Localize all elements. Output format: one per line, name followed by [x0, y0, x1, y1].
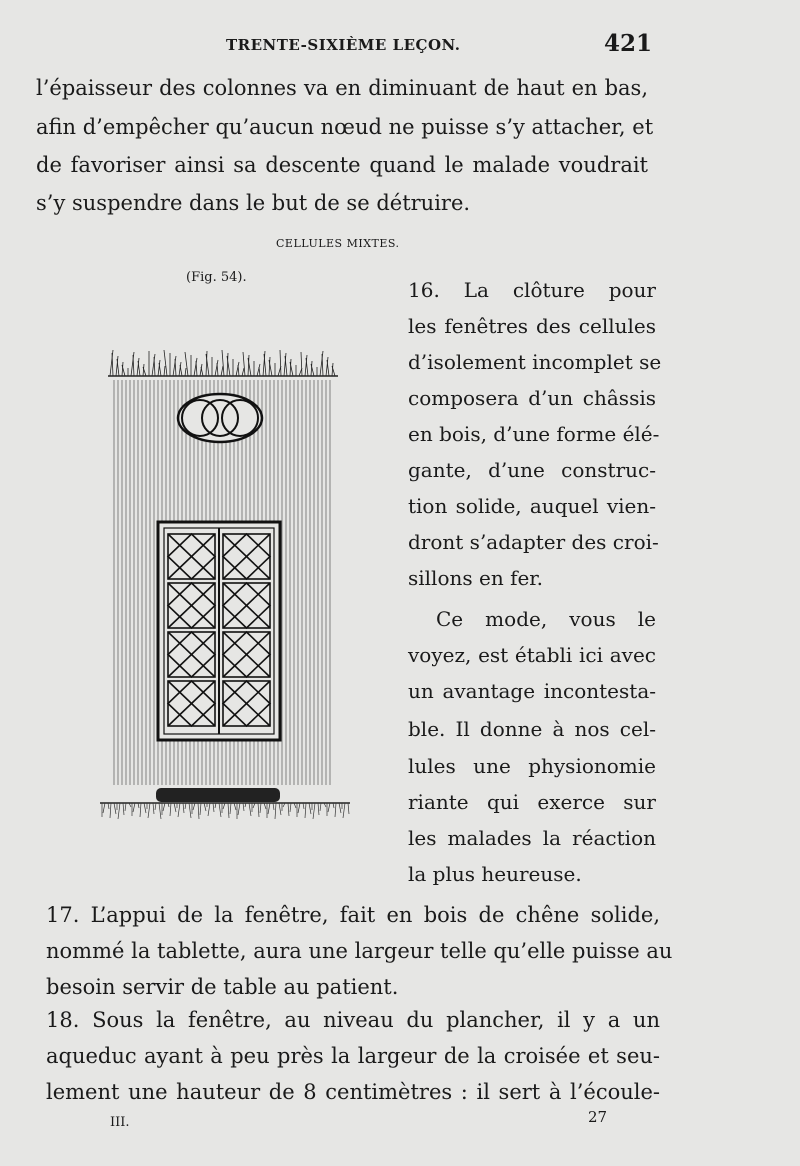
running-title: TRENTE-SIXIÈME LEÇON. [226, 36, 461, 54]
right-column-line: composera d’un châssis [408, 386, 656, 410]
right-column-line: tion solide, auquel vien- [408, 494, 656, 518]
right-column-line: lules une physionomie [408, 754, 656, 778]
right-column-line: un avantage incontesta- [408, 679, 656, 703]
paragraph-line: de favoriser ainsi sa descente quand le malade voudrait [36, 153, 648, 177]
paragraph-line: aqueduc ayant à peu près la largeur de la croisée et seu- [46, 1044, 660, 1068]
right-column-line: sillons en fer. [408, 566, 544, 590]
right-column-line: d’isolement incomplet se [408, 350, 662, 374]
right-column-line: en bois, d’une forme élé- [408, 422, 660, 446]
paragraph-line: s’y suspendre dans le but de se détruire. [36, 191, 471, 215]
paragraph-line: l’épaisseur des colonnes va en diminuant de haut en bas, [36, 76, 648, 100]
right-column-line: ble. Il donne à nos cel- [408, 717, 656, 741]
right-column-line: voyez, est établi ici avec [408, 643, 656, 667]
right-column-line: les fenêtres des cellules [408, 314, 656, 338]
right-column-line: riante qui exerce sur [408, 790, 656, 814]
right-column-line: la plus heureuse. [408, 862, 582, 886]
page-number: 421 [604, 30, 653, 57]
window-engraving-figure [90, 340, 360, 830]
figure-label: (Fig. 54). [186, 270, 247, 285]
paragraph-line: afin d’empêcher qu’aucun nœud ne puisse s’y attacher, et [36, 115, 654, 139]
right-column-line: les malades la réaction [408, 826, 656, 850]
paragraph-line: 17. L’appui de la fenêtre, fait en bois de chêne solide, [46, 903, 660, 927]
signature-mark: III. [110, 1115, 130, 1130]
paragraph-line: nommé la tablette, aura une largeur telle qu’elle puisse au [46, 939, 673, 963]
paragraph-line: besoin servir de table au patient. [46, 975, 399, 999]
paragraph-line: lement une hauteur de 8 centimètres : il sert à l’écoule- [46, 1080, 660, 1104]
right-column-line: 16. La clôture pour [408, 278, 656, 302]
right-column-line: Ce mode, vous le [436, 607, 656, 631]
right-column-line: gante, d’une construc- [408, 458, 656, 482]
paragraph-line: 18. Sous la fenêtre, au niveau du plancher, il y a un [46, 1008, 660, 1032]
right-column-line: dront s’adapter des croi- [408, 530, 659, 554]
signature-number: 27 [588, 1108, 608, 1126]
section-heading: CELLULES MIXTES. [276, 237, 400, 250]
